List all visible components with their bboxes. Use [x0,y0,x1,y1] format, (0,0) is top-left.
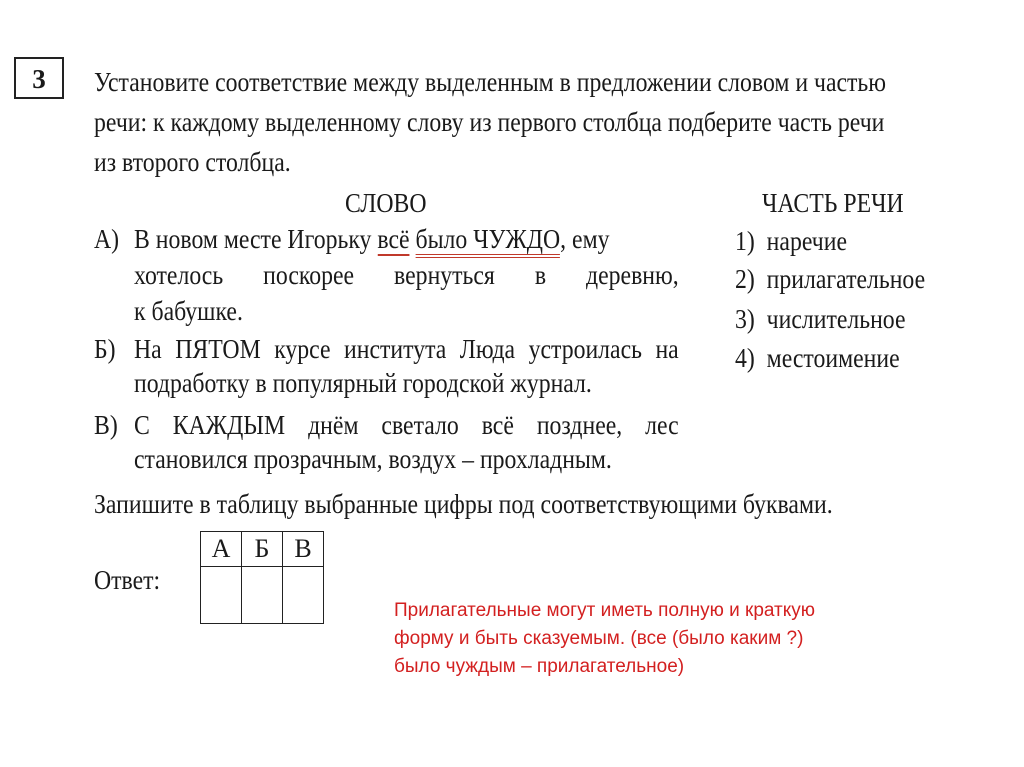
pos-number: 3) [735,304,755,334]
answer-cell-b[interactable] [242,567,283,624]
sentence-b-line1: На ПЯТОМ курсе института Люда устроилась на [134,334,679,364]
pos-number: 1) [735,226,755,256]
table-instruction: Запишите в таблицу выбранные цифры под соответствующими буквами. [94,489,833,519]
pos-label: прилагательное [766,264,926,294]
sentence-letter: Б) [94,334,116,364]
sentence-b-line2: подработку в популярный городской журнал. [134,368,592,398]
sentence-text: В новом месте Игорьку [134,224,378,254]
answer-header-c: В [283,532,324,567]
pos-label: наречие [766,226,847,256]
part-of-speech-item [735,302,906,336]
answer-label: Ответ: [94,565,161,595]
sentence-text [410,224,416,254]
instruction-line: из второго столбца. [94,147,291,177]
word-column-header: СЛОВО [345,188,427,218]
task-number: 3 [32,64,46,94]
sentence-letter: В) [94,410,118,440]
answer-cell-c[interactable] [283,567,324,624]
sentence-text: , ему [560,224,610,254]
instruction [94,62,965,182]
part-of-speech-item [735,262,925,296]
answer-cell-a[interactable] [201,567,242,624]
sentence-a-line3: к бабушке. [134,296,243,326]
sentence-a-line1 [134,222,679,256]
pos-label: местоимение [766,343,900,373]
pos-number: 4) [735,343,755,373]
answer-header-b: Б [242,532,283,567]
sentence-c-line1: С КАЖДЫМ днём светало всё позднее, лес [134,410,679,440]
highlighted-word: было ЧУЖДО [415,224,560,258]
answer-table [200,531,324,624]
part-of-speech-item [735,224,847,258]
part-of-speech-item [735,341,900,375]
pos-label: числительное [766,304,906,334]
sentence-c-line2: становился прозрачным, воздух – прохладным. [134,444,612,474]
instruction-line: Установите соответствие между выделенным в предложении словом и частью [94,67,887,97]
highlighted-word: всё [377,224,410,254]
sentence-letter: А) [94,224,120,254]
task-number-box [14,57,64,99]
pos-number: 2) [735,264,755,294]
sentence-a-line2: хотелось поскорее вернуться в деревню, [134,260,679,290]
explanation-note: Прилагательные могут иметь полную и краткую форму и быть сказуемым. (все (было каким ?) было чуждым – прилагательное) [394,600,816,677]
part-of-speech-column-header: ЧАСТЬ РЕЧИ [762,188,904,218]
instruction-line: речи: к каждому выделенному слову из первого столбца подберите часть речи [94,107,885,137]
answer-header-a: А [201,532,242,567]
